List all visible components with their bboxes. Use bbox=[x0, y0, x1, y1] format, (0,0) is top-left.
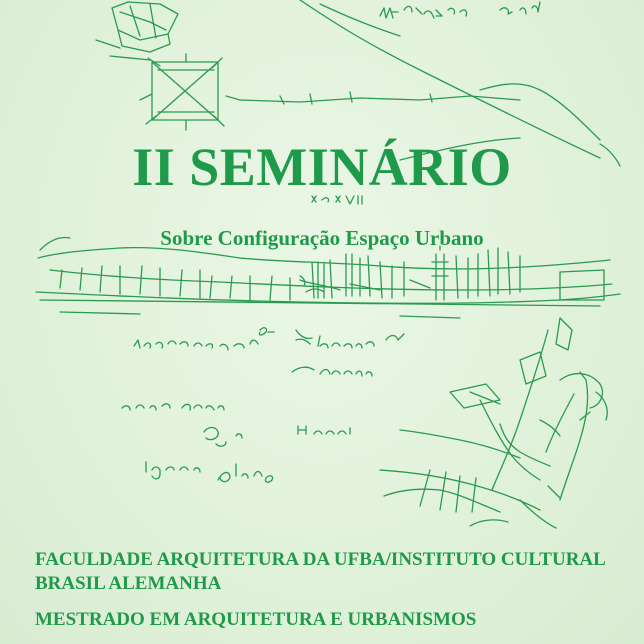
framed-box-sketch bbox=[140, 54, 240, 130]
top-right-curve-sketch bbox=[240, 0, 600, 158]
top-left-perspective-sketch bbox=[96, 2, 178, 60]
roman-numeral-scribble bbox=[312, 196, 362, 204]
seminar-title: II SEMINÁRIO bbox=[132, 137, 512, 197]
handwritten-notes-middle bbox=[122, 328, 404, 482]
city-skyline-sketch bbox=[36, 246, 620, 318]
program-name: MESTRADO EM ARQUITETURA E URBANISMOS bbox=[35, 609, 477, 630]
seminar-subtitle: Sobre Configuração Espaço Urbano bbox=[160, 226, 484, 250]
bridge-structure-sketch bbox=[380, 318, 607, 528]
institution-line-2: BRASIL ALEMANHA bbox=[35, 573, 222, 594]
institution-line-1: FACULDADE ARQUITETURA DA UFBA/INSTITUTO CULTURAL bbox=[35, 549, 606, 570]
